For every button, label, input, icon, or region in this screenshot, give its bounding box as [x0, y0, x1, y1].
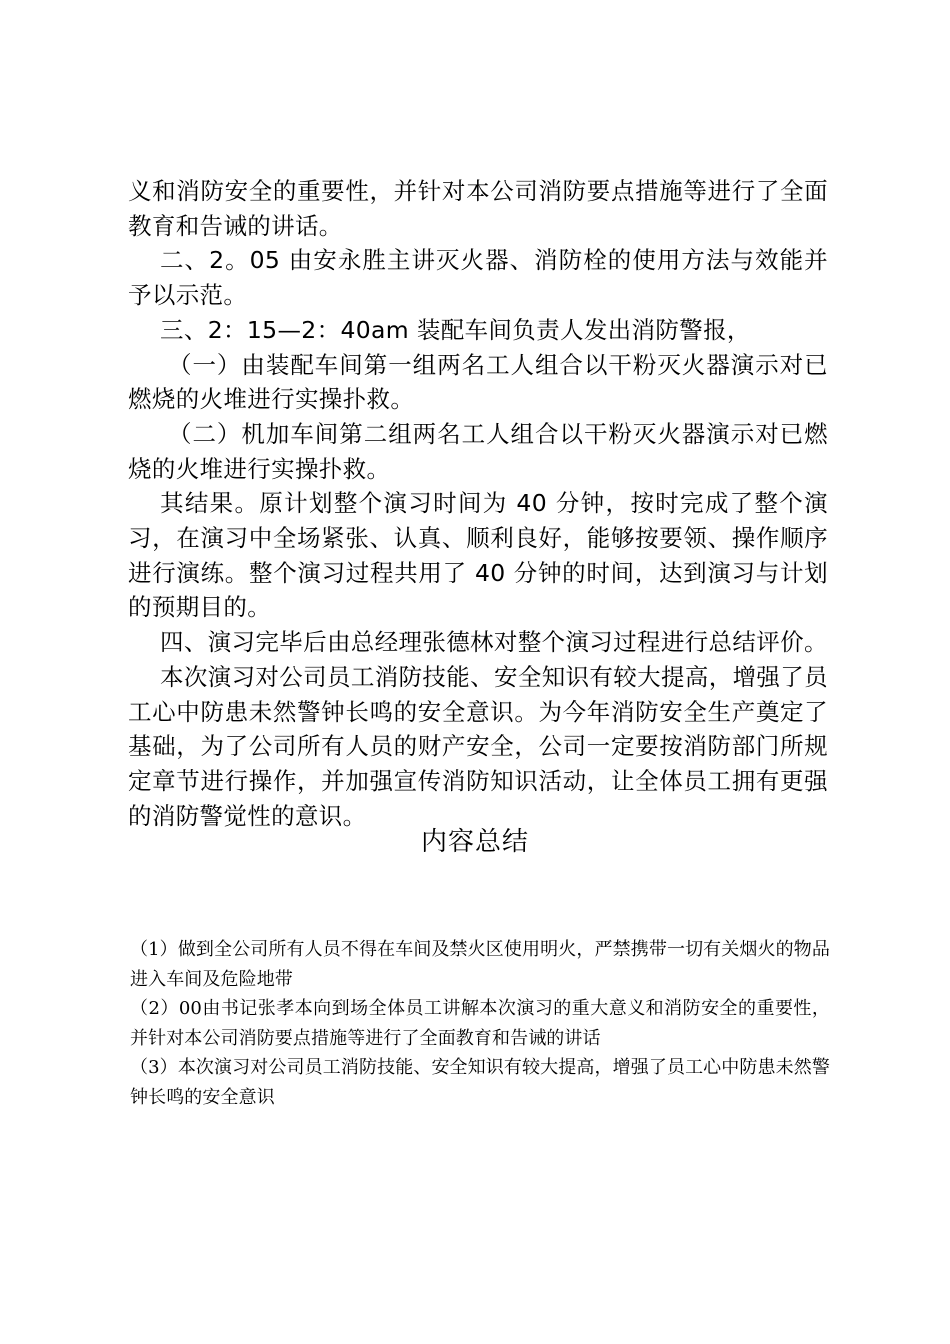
summary-item-text: 由书记张孝本向到场全体员工讲解本次演习的重大意义和消防安全的重要性，并针对本公司消防要点措施等进行了全面教育和告诫的讲话 — [130, 998, 831, 1049]
paragraph-item-3: 三、2：15—2：40am 装配车间负责人发出消防警报， — [160, 315, 751, 344]
summary-list — [130, 935, 830, 1112]
summary-item — [130, 994, 830, 1053]
summary-item-number: （2）00 — [130, 998, 202, 1019]
paragraph-subitem-2: （二）机加车间第二组两名工人组合以干粉灭火器演示对已燃烧的火堆进行实操扑救。 — [128, 419, 828, 483]
paragraph-item-2: 二、2。05 由安永胜主讲灭火器、消防栓的使用方法与效能并予以示范。 — [128, 246, 828, 310]
paragraph-subitem-1: （一）由装配车间第一组两名工人组合以干粉灭火器演示对已燃烧的火堆进行实操扑救。 — [128, 350, 828, 414]
document-body — [128, 174, 828, 833]
summary-item-number: （3） — [130, 1057, 178, 1078]
summary-item — [130, 1053, 830, 1112]
paragraph-continuation: 义和消防安全的重要性，并针对本公司消防要点措施等进行了全面教育和告诫的讲话。 — [128, 177, 828, 240]
paragraph-conclusion: 本次演习对公司员工消防技能、安全知识有较大提高，增强了员工心中防患未然警钟长鸣的安全意识。为今年消防安全生产奠定了基础，为了公司所有人员的财产安全，公司一定要按消防部门所规定章节进行操作，并加强宣传消防知识活动，让全体员工拥有更强的消防警觉性的意识。 — [128, 662, 828, 830]
summary-item — [130, 935, 830, 994]
summary-item-number: （1） — [130, 939, 178, 960]
summary-item-text: 做到全公司所有人员不得在车间及禁火区使用明火，严禁携带一切有关烟火的物品进入车间及危险地带 — [130, 939, 830, 990]
paragraph-item-4: 四、演习完毕后由总经理张德林对整个演习过程进行总结评价。 — [160, 628, 828, 657]
paragraph-result: 其结果。原计划整个演习时间为 40 分钟，按时完成了整个演习，在演习中全场紧张、认真、顺利良好，能够按要领、操作顺序进行演练。整个演习过程共用了 40 分钟的时间，达到演习与计划的预期目的。 — [128, 489, 828, 622]
summary-title: 内容总结 — [420, 827, 529, 857]
summary-item-text: 本次演习对公司员工消防技能、安全知识有较大提高，增强了员工心中防患未然警钟长鸣的安全意识 — [130, 1057, 830, 1108]
